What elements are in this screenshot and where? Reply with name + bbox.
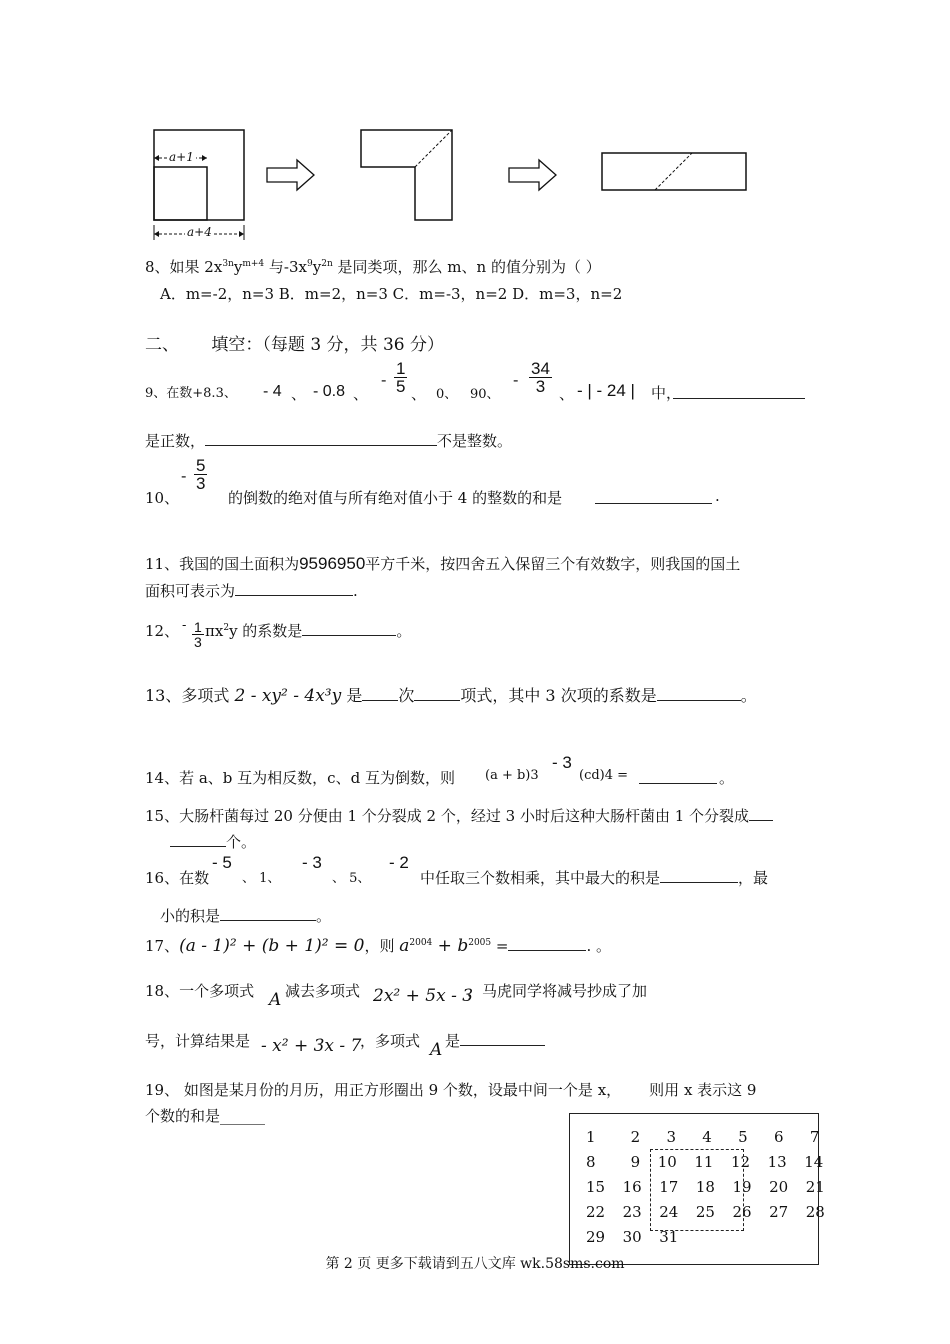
question-8-options: A．m=-2，n=3 B．m=2，n=3 C．m=-3，n=2 D．m=3，n=2 (160, 285, 623, 303)
blank-q13-degree[interactable] (362, 686, 398, 701)
blank-non-integers[interactable] (205, 431, 437, 446)
calendar-box (569, 1113, 825, 1265)
outer-square (154, 130, 244, 220)
fraction-neg-1-5: $\frac{1}{5}$ (396, 359, 406, 396)
calendar-row-1: 1 2 3 4 5 6 7 (586, 1128, 820, 1146)
blank-q16-max[interactable] (660, 868, 738, 883)
blank-q11[interactable] (235, 581, 353, 596)
blank-q15-cont[interactable] (170, 832, 226, 847)
section-2-heading: 二、 填空：（每题 3 分，共 36 分） (145, 335, 444, 355)
question-13: 13、多项式 2 - xy² - 4x³y 是 次 项式，其中 3 次项的系数是 。 (145, 686, 757, 706)
calendar-row-4: 22 23 24 25 26 27 28 (586, 1203, 825, 1221)
blank-q14[interactable] (639, 769, 717, 784)
fraction-neg-5-3: $\frac{5}{3}$ (196, 456, 206, 493)
geometry-figure (140, 120, 760, 245)
arrow-right-icon-2 (509, 160, 556, 190)
inner-square (154, 167, 207, 220)
fraction-neg-1-3: $\frac{1}{3}$ (194, 619, 202, 650)
question-16-line2: 小的积是 。 (160, 907, 332, 925)
blank-q13-coefficient[interactable] (657, 686, 741, 701)
question-11-line2: 面积可表示为 . (145, 582, 358, 600)
calendar-row-3: 15 16 17 18 19 20 21 (586, 1178, 825, 1196)
fraction-neg-34-3: $\frac{34}{3}$ (531, 359, 550, 396)
blank-q17[interactable] (508, 936, 586, 951)
blank-q15[interactable] (749, 806, 773, 821)
question-8: 8、如果 $2x^{3n}y^{m+4}$ 与$-3x^9y^{2n}$ 是同类项，那么 m、n 的值分别为（ ） (145, 258, 601, 276)
page-footer: 第 2 页 更多下载请到五八文库 wk.58sms.com (325, 1256, 625, 1272)
calendar-row-2: 8 9 10 11 12 13 14 (586, 1153, 824, 1171)
blank-q12[interactable] (302, 621, 396, 636)
question-19-line2: 个数的和是______ (145, 1107, 266, 1125)
blank-q13-terms[interactable] (414, 686, 460, 701)
question-15: 15、大肠杆菌每过 20 分便由 1 个分裂成 2 个，经过 3 小时后这种大肠杆菌由 1 个分裂成 (145, 805, 773, 826)
question-19: 19、 如图是某月份的月历，用正方形圈出 9 个数，设最中间一个是 x， 则用 x 表示这 9 (145, 1081, 757, 1099)
figure-label-bottom: a+4 (187, 225, 212, 239)
blank-q18[interactable] (460, 1031, 545, 1046)
selection-square (650, 1149, 744, 1231)
question-17: 17、(a - 1)² + (b + 1)² = 0，则 $a^{2004} + b^{2005}$ = . 。 (145, 936, 612, 956)
blank-q10[interactable] (595, 489, 712, 504)
blank-positive-numbers[interactable] (673, 384, 805, 399)
blank-q16-min[interactable] (220, 906, 316, 921)
l-shape (361, 130, 452, 220)
question-15-line2: 个。 (170, 831, 256, 852)
calendar-row-5: 29 30 31 (586, 1228, 679, 1246)
question-9-line2: 是正数， 不是整数。 (145, 432, 513, 450)
arrow-right-icon (267, 160, 314, 190)
figure-label-top: a+1 (169, 150, 194, 164)
question-11: 11、我国的国土面积为9596950平方千米，按四舍五入保留三个有效数字，则我国的国土 (145, 554, 741, 573)
